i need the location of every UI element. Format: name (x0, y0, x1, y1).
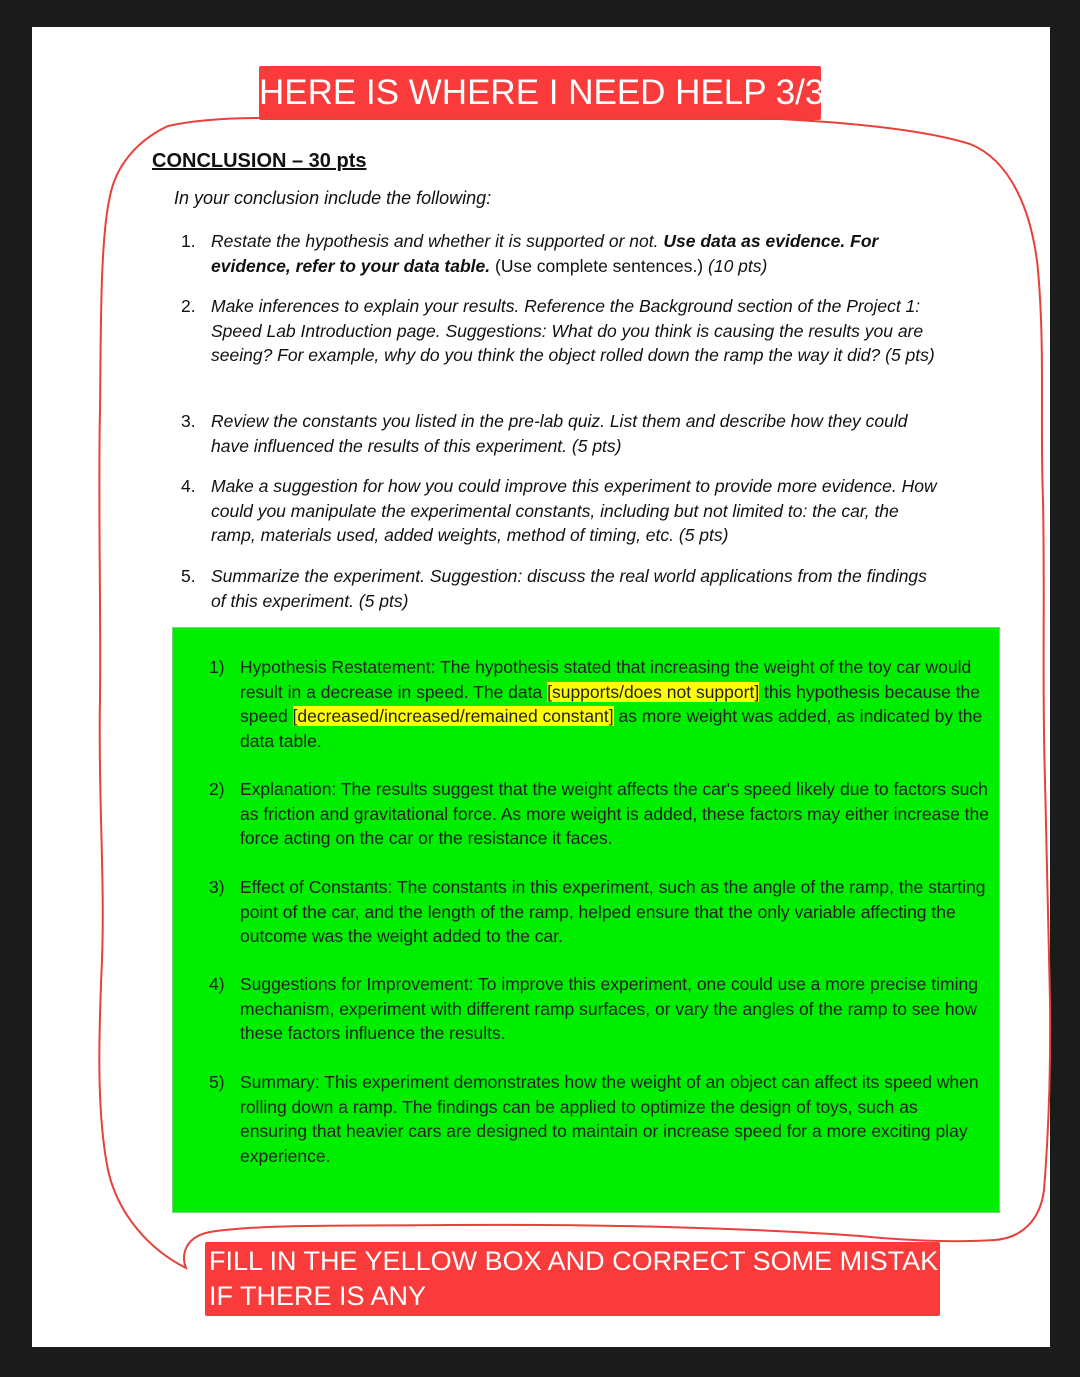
instruction-text: Summarize the experiment. Suggestion: discuss the real world applications from the findings of this experiment. (5 pts) (211, 566, 927, 611)
highlight-support-choice[interactable]: [supports/does not support] (547, 681, 760, 702)
answer-text: Explanation: The results suggest that the weight affects the car's speed likely due to factors such as friction and gravitational force. As more weight is added, these factors may either increase the force acting on the car or the resistance it faces. (240, 779, 989, 848)
answer-number: 4) (209, 974, 225, 994)
help-banner-bottom (205, 1242, 975, 1316)
instruction-item (181, 294, 941, 368)
conclusion-heading: CONCLUSION – 30 pts (152, 150, 367, 172)
answer-item (209, 777, 989, 851)
instruction-text: Restate the hypothesis and whether it is supported or not. (211, 231, 664, 251)
instruction-text: Make a suggestion for how you could improve this experiment to provide more evidence. How could you manipulate the experimental constants, including but not limited to: the car, the ramp, materials used, added weights, method of timing, etc. (5 pts) (211, 476, 937, 545)
answer-item (209, 972, 989, 1046)
instruction-number: 5. (181, 566, 196, 586)
answer-item (209, 655, 989, 753)
instruction-item (181, 474, 941, 548)
instruction-number: 1. (181, 231, 196, 251)
instruction-number: 4. (181, 476, 196, 496)
answer-text: this hypothesis because the speed (240, 681, 981, 726)
answer-text: as more weight was added, as indicated by the data table. (240, 706, 983, 751)
instruction-bold-text: Use data as evidence. For evidence, refer to your data table. (211, 231, 879, 276)
answer-text: Hypothesis Restatement: The hypothesis stated that increasing the weight of the toy car would result in a decrease in speed. The data (240, 657, 972, 702)
help-banner-line: IF THERE IS ANY (209, 1281, 427, 1311)
instruction-text: Review the constants you listed in the pre-lab quiz. List them and describe how they could have influenced the results of this experiment. (5 pts) (211, 411, 908, 456)
help-banner-top: HERE IS WHERE I NEED HELP 3/3 (259, 66, 821, 120)
answer-item (209, 875, 989, 949)
help-banner-line: FILL IN THE YELLOW BOX AND CORRECT SOME MISTAKES (209, 1246, 975, 1276)
answer-text: Effect of Constants: The constants in this experiment, such as the angle of the ramp, the starting point of the car, and the length of the ramp, helped ensure that the only variable affecting the outcome was the weight added to the car. (240, 877, 986, 946)
answer-number: 5) (209, 1072, 225, 1092)
instruction-item (181, 409, 941, 458)
instruction-number: 2. (181, 296, 196, 316)
instruction-item (181, 229, 941, 278)
answer-item (209, 1070, 989, 1168)
answer-number: 2) (209, 779, 225, 799)
intro-text: In your conclusion include the following: (174, 188, 492, 208)
answer-text: Suggestions for Improvement: To improve this experiment, one could use a more precise timing mechanism, experiment with different ramp surfaces, or vary the angles of the ramp to see how these factors influence the results. (240, 974, 978, 1043)
highlight-speed-choice[interactable]: [decreased/increased/remained constant] (292, 706, 614, 726)
instruction-number: 3. (181, 411, 196, 431)
instruction-plain-text: (Use complete sentences.) (490, 255, 704, 276)
answer-number: 1) (209, 657, 225, 677)
instruction-item (181, 564, 941, 613)
instruction-text: Make inferences to explain your results. Reference the Background section of the Project 1: Speed Lab Introduction page. Suggestions: What do you think is causing the results you are seeing? For example, why do you think the object rolled down the ramp the way it did? (5 pts) (211, 296, 935, 365)
answer-text: Summary: This experiment demonstrates how the weight of an object can affect its speed when rolling down a ramp. The findings can be applied to optimize the design of toys, such as ensuring that heavier cars are designed to maintain or increase speed for a more exciting play experience. (240, 1072, 979, 1166)
answer-number: 3) (209, 877, 225, 897)
instruction-points: (10 pts) (703, 255, 768, 276)
